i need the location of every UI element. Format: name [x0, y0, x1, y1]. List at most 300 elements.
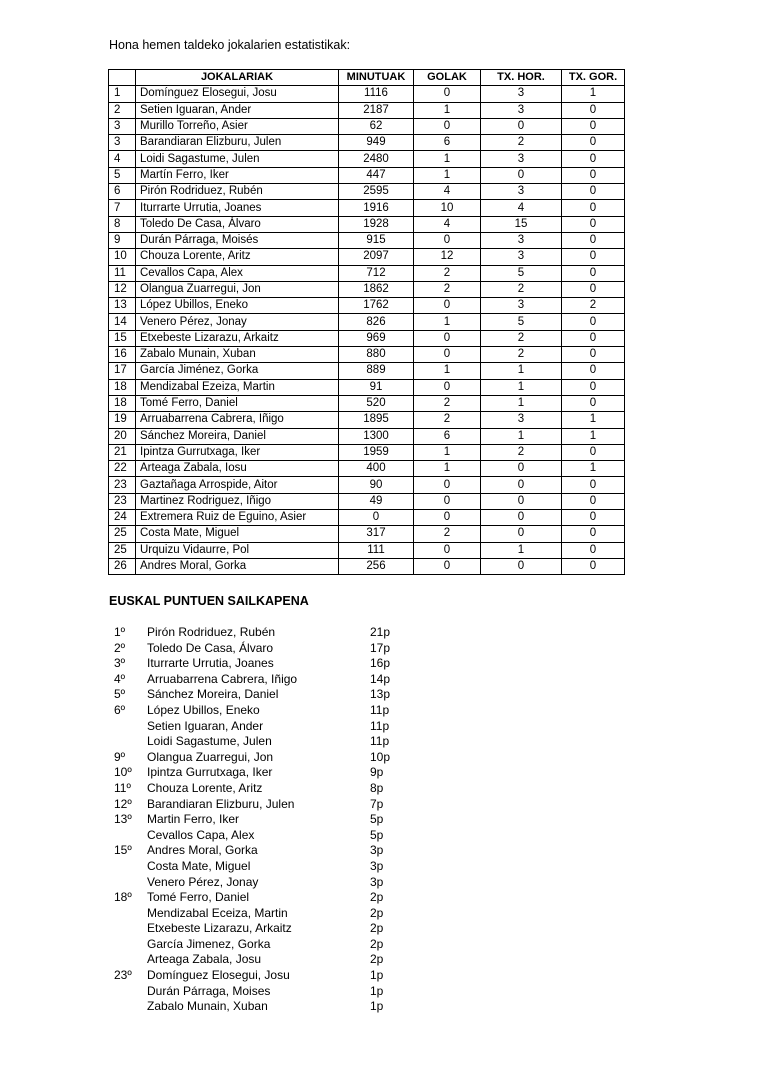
- row-index: 12: [109, 281, 136, 297]
- rank-player-name: Tomé Ferro, Daniel: [147, 890, 250, 905]
- minutes-cell: 1959: [339, 444, 414, 460]
- rank-player-name: García Jimenez, Gorka: [147, 936, 271, 951]
- minutes-cell: 400: [339, 461, 414, 477]
- list-item: [108, 765, 408, 781]
- minutes-cell: 1928: [339, 216, 414, 232]
- minutes-cell: 2187: [339, 102, 414, 118]
- rank-position: 3º: [114, 656, 126, 671]
- yellow-cards-cell: 3: [481, 412, 562, 428]
- minutes-cell: 1862: [339, 281, 414, 297]
- red-cards-cell: 0: [562, 265, 625, 281]
- rank-position: 15º: [114, 843, 132, 858]
- list-item: [108, 797, 408, 813]
- header-players: JOKALARIAK: [136, 70, 339, 86]
- table-row: [109, 395, 625, 411]
- yellow-cards-cell: 1: [481, 542, 562, 558]
- list-item: [108, 750, 408, 766]
- red-cards-cell: 0: [562, 330, 625, 346]
- row-index: 25: [109, 526, 136, 542]
- rank-player-name: Loidi Sagastume, Julen: [147, 734, 272, 749]
- player-name: Pirón Rodriduez, Rubén: [136, 184, 339, 200]
- row-index: 23: [109, 493, 136, 509]
- minutes-cell: 915: [339, 232, 414, 248]
- rank-points: 17p: [370, 640, 391, 655]
- player-name: Cevallos Capa, Alex: [136, 265, 339, 281]
- goals-cell: 0: [414, 558, 481, 574]
- table-row: [109, 542, 625, 558]
- rank-player-name: Etxebeste Lizarazu, Arkaitz: [147, 921, 292, 936]
- rank-player-name: Andres Moral, Gorka: [147, 843, 258, 858]
- yellow-cards-cell: 15: [481, 216, 562, 232]
- goals-cell: 0: [414, 232, 481, 248]
- minutes-cell: 712: [339, 265, 414, 281]
- rank-player-name: Olangua Zuarregui, Jon: [147, 749, 274, 764]
- list-item: [108, 703, 408, 719]
- goals-cell: 0: [414, 347, 481, 363]
- rank-player-name: Martin Ferro, Iker: [147, 812, 240, 827]
- goals-cell: 0: [414, 86, 481, 102]
- player-name: Toledo De Casa, Álvaro: [136, 216, 339, 232]
- rank-points: 8p: [370, 780, 384, 795]
- table-row: [109, 135, 625, 151]
- rank-position: 6º: [114, 702, 126, 717]
- row-index: 17: [109, 363, 136, 379]
- player-name: Iturrarte Urrutia, Joanes: [136, 200, 339, 216]
- red-cards-cell: 1: [562, 461, 625, 477]
- list-item: [108, 999, 408, 1015]
- rank-points: 11p: [370, 702, 390, 717]
- player-name: Zabalo Munain, Xuban: [136, 347, 339, 363]
- player-name: Andres Moral, Gorka: [136, 558, 339, 574]
- red-cards-cell: 0: [562, 314, 625, 330]
- list-item: [108, 828, 408, 844]
- minutes-cell: 90: [339, 477, 414, 493]
- red-cards-cell: 0: [562, 395, 625, 411]
- player-name: Sánchez Moreira, Daniel: [136, 428, 339, 444]
- yellow-cards-cell: 1: [481, 428, 562, 444]
- row-index: 21: [109, 444, 136, 460]
- rank-player-name: López Ubillos, Eneko: [147, 702, 260, 717]
- goals-cell: 1: [414, 461, 481, 477]
- minutes-cell: 520: [339, 395, 414, 411]
- table-row: [109, 477, 625, 493]
- table-row: [109, 102, 625, 118]
- yellow-cards-cell: 0: [481, 558, 562, 574]
- goals-cell: 4: [414, 184, 481, 200]
- list-item: [108, 812, 408, 828]
- player-name: Costa Mate, Miguel: [136, 526, 339, 542]
- goals-cell: 1: [414, 102, 481, 118]
- row-index: 3: [109, 135, 136, 151]
- goals-cell: 2: [414, 281, 481, 297]
- minutes-cell: 1300: [339, 428, 414, 444]
- red-cards-cell: 0: [562, 200, 625, 216]
- yellow-cards-cell: 3: [481, 184, 562, 200]
- table-row: [109, 249, 625, 265]
- rank-points: 2p: [370, 905, 384, 920]
- list-item: [108, 952, 408, 968]
- table-row: [109, 281, 625, 297]
- table-body: [109, 86, 625, 575]
- row-index: 14: [109, 314, 136, 330]
- table-row: [109, 526, 625, 542]
- table-header-row: [109, 70, 625, 86]
- rank-points: 14p: [370, 671, 391, 686]
- row-index: 7: [109, 200, 136, 216]
- table-row: [109, 216, 625, 232]
- goals-cell: 4: [414, 216, 481, 232]
- player-name: Martinez Rodriguez, Iñigo: [136, 493, 339, 509]
- table-row: [109, 379, 625, 395]
- table-row: [109, 151, 625, 167]
- row-index: 15: [109, 330, 136, 346]
- red-cards-cell: 0: [562, 477, 625, 493]
- row-index: 23: [109, 477, 136, 493]
- row-index: 1: [109, 86, 136, 102]
- yellow-cards-cell: 3: [481, 232, 562, 248]
- rank-player-name: Mendizabal Eceiza, Martin: [147, 905, 288, 920]
- header-minutes: MINUTUAK: [339, 70, 414, 86]
- rank-player-name: Pirón Rodriduez, Rubén: [147, 625, 276, 639]
- rank-points: 3p: [370, 858, 384, 873]
- yellow-cards-cell: 1: [481, 363, 562, 379]
- ranking-list: [108, 625, 408, 1015]
- rank-points: 11p: [370, 734, 390, 749]
- red-cards-cell: 0: [562, 167, 625, 183]
- rank-player-name: Costa Mate, Miguel: [147, 858, 251, 873]
- player-name: García Jiménez, Gorka: [136, 363, 339, 379]
- player-name: Martín Ferro, Iker: [136, 167, 339, 183]
- rank-player-name: Domínguez Elosegui, Josu: [147, 968, 290, 983]
- rank-position: 11º: [114, 780, 131, 795]
- yellow-cards-cell: 2: [481, 347, 562, 363]
- rank-player-name: Chouza Lorente, Aritz: [147, 780, 263, 795]
- goals-cell: 2: [414, 412, 481, 428]
- red-cards-cell: 0: [562, 281, 625, 297]
- yellow-cards-cell: 3: [481, 249, 562, 265]
- rank-player-name: Sánchez Moreira, Daniel: [147, 687, 279, 702]
- list-item: [108, 968, 408, 984]
- list-item: [108, 656, 408, 672]
- rank-position: 4º: [114, 671, 126, 686]
- red-cards-cell: 0: [562, 379, 625, 395]
- minutes-cell: 317: [339, 526, 414, 542]
- yellow-cards-cell: 2: [481, 281, 562, 297]
- intro-text: Hona hemen taldeko jokalarien estatistikak:: [109, 38, 351, 52]
- minutes-cell: 447: [339, 167, 414, 183]
- player-name: López Ubillos, Eneko: [136, 298, 339, 314]
- player-name: Durán Párraga, Moisés: [136, 232, 339, 248]
- rank-points: 13p: [370, 687, 391, 702]
- list-item: [108, 625, 408, 641]
- player-name: Domínguez Elosegui, Josu: [136, 86, 339, 102]
- row-index: 8: [109, 216, 136, 232]
- row-index: 18: [109, 379, 136, 395]
- minutes-cell: 2097: [339, 249, 414, 265]
- player-name: Olangua Zuarregui, Jon: [136, 281, 339, 297]
- red-cards-cell: 0: [562, 118, 625, 134]
- red-cards-cell: 0: [562, 232, 625, 248]
- rank-player-name: Iturrarte Urrutia, Joanes: [147, 656, 274, 671]
- rank-points: 21p: [370, 625, 391, 639]
- goals-cell: 0: [414, 298, 481, 314]
- list-item: [108, 687, 408, 703]
- table-row: [109, 232, 625, 248]
- yellow-cards-cell: 3: [481, 298, 562, 314]
- header-red-cards: TX. GOR.: [562, 70, 625, 86]
- red-cards-cell: 0: [562, 542, 625, 558]
- player-name: Barandiaran Elizburu, Julen: [136, 135, 339, 151]
- rank-position: 10º: [114, 765, 132, 780]
- rank-points: 1p: [370, 968, 384, 983]
- row-index: 26: [109, 558, 136, 574]
- player-name: Urquizu Vidaurre, Pol: [136, 542, 339, 558]
- rank-points: 2p: [370, 936, 384, 951]
- row-index: 19: [109, 412, 136, 428]
- player-name: Venero Pérez, Jonay: [136, 314, 339, 330]
- red-cards-cell: 0: [562, 249, 625, 265]
- yellow-cards-cell: 3: [481, 151, 562, 167]
- yellow-cards-cell: 0: [481, 526, 562, 542]
- row-index: 22: [109, 461, 136, 477]
- minutes-cell: 1916: [339, 200, 414, 216]
- yellow-cards-cell: 3: [481, 102, 562, 118]
- table-row: [109, 118, 625, 134]
- yellow-cards-cell: 2: [481, 444, 562, 460]
- rank-position: 1º: [114, 625, 126, 639]
- goals-cell: 0: [414, 477, 481, 493]
- player-name: Mendizabal Ezeiza, Martin: [136, 379, 339, 395]
- minutes-cell: 969: [339, 330, 414, 346]
- rank-points: 5p: [370, 812, 384, 827]
- list-item: [108, 843, 408, 859]
- table-row: [109, 461, 625, 477]
- row-index: 10: [109, 249, 136, 265]
- row-index: 6: [109, 184, 136, 200]
- row-index: 11: [109, 265, 136, 281]
- player-name: Arruabarrena Cabrera, Iñigo: [136, 412, 339, 428]
- list-item: [108, 937, 408, 953]
- minutes-cell: 2595: [339, 184, 414, 200]
- rank-points: 2p: [370, 952, 384, 967]
- goals-cell: 6: [414, 428, 481, 444]
- row-index: 20: [109, 428, 136, 444]
- goals-cell: 2: [414, 395, 481, 411]
- row-index: 24: [109, 510, 136, 526]
- rank-player-name: Barandiaran Elizburu, Julen: [147, 796, 295, 811]
- row-index: 25: [109, 542, 136, 558]
- yellow-cards-cell: 5: [481, 314, 562, 330]
- minutes-cell: 1762: [339, 298, 414, 314]
- minutes-cell: 949: [339, 135, 414, 151]
- rank-points: 16p: [370, 656, 391, 671]
- rank-position: 13º: [114, 812, 132, 827]
- player-name: Arteaga Zabala, Iosu: [136, 461, 339, 477]
- rank-points: 9p: [370, 765, 384, 780]
- yellow-cards-cell: 0: [481, 493, 562, 509]
- table-row: [109, 314, 625, 330]
- rank-player-name: Arteaga Zabala, Josu: [147, 952, 262, 967]
- red-cards-cell: 2: [562, 298, 625, 314]
- row-index: 2: [109, 102, 136, 118]
- rank-position: 18º: [114, 890, 132, 905]
- minutes-cell: 2480: [339, 151, 414, 167]
- table-row: [109, 412, 625, 428]
- goals-cell: 1: [414, 444, 481, 460]
- minutes-cell: 1895: [339, 412, 414, 428]
- row-index: 13: [109, 298, 136, 314]
- goals-cell: 0: [414, 493, 481, 509]
- table-row: [109, 330, 625, 346]
- rank-player-name: Zabalo Munain, Xuban: [147, 999, 268, 1014]
- list-item: [108, 984, 408, 1000]
- table-row: [109, 86, 625, 102]
- minutes-cell: 1116: [339, 86, 414, 102]
- rank-points: 1p: [370, 999, 384, 1014]
- table-row: [109, 265, 625, 281]
- list-item: [108, 641, 408, 657]
- rank-position: 23º: [114, 968, 132, 983]
- goals-cell: 0: [414, 379, 481, 395]
- minutes-cell: 880: [339, 347, 414, 363]
- player-name: Gaztañaga Arrospide, Aitor: [136, 477, 339, 493]
- rank-player-name: Toledo De Casa, Álvaro: [147, 640, 274, 655]
- rank-points: 5p: [370, 827, 384, 842]
- table-row: [109, 444, 625, 460]
- rank-points: 3p: [370, 874, 384, 889]
- table-row: [109, 184, 625, 200]
- goals-cell: 1: [414, 314, 481, 330]
- yellow-cards-cell: 5: [481, 265, 562, 281]
- yellow-cards-cell: 0: [481, 477, 562, 493]
- red-cards-cell: 1: [562, 412, 625, 428]
- row-index: 9: [109, 232, 136, 248]
- minutes-cell: 889: [339, 363, 414, 379]
- minutes-cell: 62: [339, 118, 414, 134]
- minutes-cell: 256: [339, 558, 414, 574]
- yellow-cards-cell: 3: [481, 86, 562, 102]
- yellow-cards-cell: 1: [481, 379, 562, 395]
- row-index: 3: [109, 118, 136, 134]
- goals-cell: 1: [414, 363, 481, 379]
- rank-position: 2º: [114, 640, 126, 655]
- table-row: [109, 558, 625, 574]
- red-cards-cell: 0: [562, 102, 625, 118]
- rank-player-name: Ipintza Gurrutxaga, Iker: [147, 765, 273, 780]
- goals-cell: 2: [414, 265, 481, 281]
- minutes-cell: 49: [339, 493, 414, 509]
- rank-player-name: Cevallos Capa, Alex: [147, 827, 255, 842]
- rank-player-name: Arruabarrena Cabrera, Iñigo: [147, 671, 298, 686]
- rank-points: 3p: [370, 843, 384, 858]
- rank-points: 7p: [370, 796, 384, 811]
- yellow-cards-cell: 1: [481, 395, 562, 411]
- red-cards-cell: 0: [562, 526, 625, 542]
- rank-player-name: Venero Pérez, Jonay: [147, 874, 259, 889]
- row-index: 5: [109, 167, 136, 183]
- player-name: Ipintza Gurrutxaga, Iker: [136, 444, 339, 460]
- header-goals: GOLAK: [414, 70, 481, 86]
- rank-points: 11p: [370, 718, 390, 733]
- player-name: Setien Iguaran, Ander: [136, 102, 339, 118]
- player-name: Murillo Torreño, Asier: [136, 118, 339, 134]
- goals-cell: 0: [414, 510, 481, 526]
- red-cards-cell: 0: [562, 444, 625, 460]
- yellow-cards-cell: 2: [481, 135, 562, 151]
- goals-cell: 10: [414, 200, 481, 216]
- list-item: [108, 734, 408, 750]
- table-row: [109, 363, 625, 379]
- minutes-cell: 111: [339, 542, 414, 558]
- list-item: [108, 875, 408, 891]
- row-index: 4: [109, 151, 136, 167]
- yellow-cards-cell: 4: [481, 200, 562, 216]
- list-item: [108, 781, 408, 797]
- yellow-cards-cell: 0: [481, 510, 562, 526]
- red-cards-cell: 0: [562, 363, 625, 379]
- player-name: Etxebeste Lizarazu, Arkaitz: [136, 330, 339, 346]
- red-cards-cell: 0: [562, 510, 625, 526]
- goals-cell: 1: [414, 151, 481, 167]
- red-cards-cell: 0: [562, 493, 625, 509]
- rank-player-name: Setien Iguaran, Ander: [147, 718, 264, 733]
- list-item: [108, 890, 408, 906]
- goals-cell: 0: [414, 542, 481, 558]
- goals-cell: 2: [414, 526, 481, 542]
- rank-position: 9º: [114, 749, 126, 764]
- header-index: [109, 70, 136, 86]
- yellow-cards-cell: 0: [481, 461, 562, 477]
- red-cards-cell: 1: [562, 86, 625, 102]
- player-name: Chouza Lorente, Aritz: [136, 249, 339, 265]
- row-index: 16: [109, 347, 136, 363]
- player-stats-table: [108, 69, 625, 575]
- row-index: 18: [109, 395, 136, 411]
- player-name: Loidi Sagastume, Julen: [136, 151, 339, 167]
- rank-points: 10p: [370, 749, 391, 764]
- yellow-cards-cell: 0: [481, 167, 562, 183]
- player-name: Extremera Ruiz de Eguino, Asier: [136, 510, 339, 526]
- rank-position: 12º: [114, 796, 132, 811]
- table-row: [109, 298, 625, 314]
- red-cards-cell: 0: [562, 216, 625, 232]
- list-item: [108, 906, 408, 922]
- goals-cell: 1: [414, 167, 481, 183]
- player-name: Tomé Ferro, Daniel: [136, 395, 339, 411]
- table-row: [109, 428, 625, 444]
- rank-points: 1p: [370, 983, 384, 998]
- goals-cell: 0: [414, 330, 481, 346]
- list-item: [108, 719, 408, 735]
- goals-cell: 0: [414, 118, 481, 134]
- table-row: [109, 493, 625, 509]
- rank-player-name: Durán Párraga, Moises: [147, 983, 271, 998]
- rank-points: 2p: [370, 921, 384, 936]
- table-row: [109, 167, 625, 183]
- list-item: [108, 859, 408, 875]
- table-row: [109, 200, 625, 216]
- yellow-cards-cell: 0: [481, 118, 562, 134]
- red-cards-cell: 0: [562, 184, 625, 200]
- minutes-cell: 0: [339, 510, 414, 526]
- table-row: [109, 347, 625, 363]
- rank-position: 5º: [114, 687, 126, 702]
- red-cards-cell: 0: [562, 135, 625, 151]
- list-item: [108, 921, 408, 937]
- minutes-cell: 91: [339, 379, 414, 395]
- list-item: [108, 672, 408, 688]
- red-cards-cell: 0: [562, 558, 625, 574]
